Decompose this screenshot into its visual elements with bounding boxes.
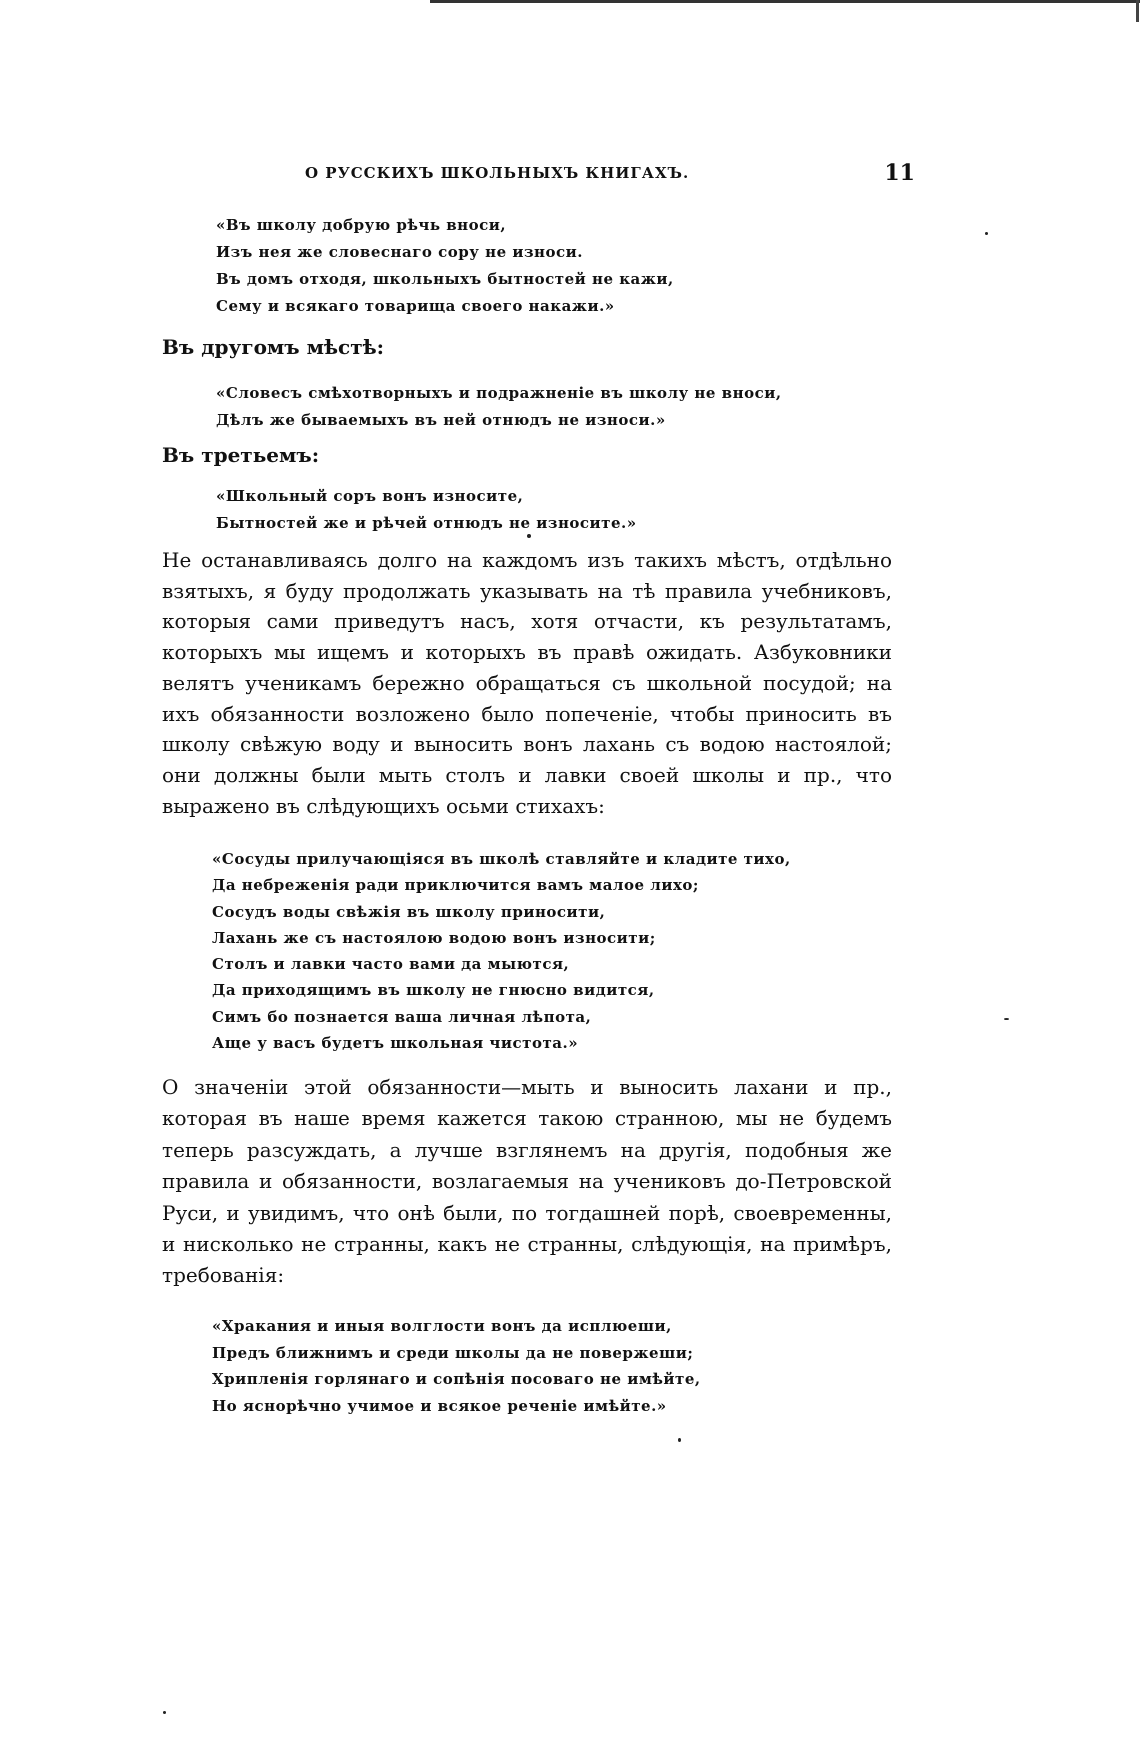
verse-line: «Сосуды прилучающіяся въ школѣ ставляйте и кладите тихо, — [212, 850, 791, 868]
print-speck — [1004, 1018, 1009, 1020]
print-speck — [527, 534, 531, 538]
verse-line: «Школьный соръ вонъ износите, — [216, 487, 524, 505]
verse-line: Да небреженія ради приключится вамъ малое лихо; — [212, 876, 699, 895]
page-number: 11 — [884, 160, 915, 186]
verse-line: «Въ школу добрую рѣчь вноси, — [216, 216, 507, 234]
scan-edge-top — [430, 0, 1140, 3]
verse-line: Лахань же съ настоялою водою вонъ износити; — [212, 928, 656, 947]
verse-quote-1 — [216, 212, 674, 320]
verse-quote-2 — [216, 380, 782, 434]
paragraph-1: Не останавливаясь долго на каждомъ изъ такихъ мѣстъ, отдѣльно взятыхъ, я буду продолжать указывать на тѣ правила учебниковъ, которыя сами приведутъ насъ, хотя отчасти, къ результатамъ, которыхъ мы ищемъ и которыхъ въ правѣ ожидать. Азбуковники велятъ ученикамъ бережно обращаться съ школьной посудой; на ихъ обязанности возложено было попеченіе, чтобы приносить въ школу свѣжую воду и выносить вонъ лахань съ водою настоялой; они должны были мыть столъ и лавки своей школы и пр., что выражено въ слѣдующихъ осьми стихахъ: — [162, 548, 892, 818]
scan-edge-right — [1136, 0, 1139, 22]
verse-quote-5 — [212, 1313, 701, 1419]
running-title: О РУССКИХЪ ШКОЛЬНЫХЪ КНИГАХЪ. — [305, 164, 690, 182]
paragraph-2: О значеніи этой обязанности—мыть и выносить лахани и пр., которая въ наше время кажется такою странною, мы не будемъ теперь разсуждать, а лучше взглянемъ на другія, подобныя же правила и обязанности, возлагаемыя на учениковъ до-Петровской Руси, и увидимъ, что онѣ были, по тогдашней порѣ, своевременны, и нисколько не странны, какъ не странны, слѣдующія, на примѣръ, требованія: — [162, 1075, 892, 1288]
verse-quote-3 — [216, 483, 637, 537]
verse-line: Но яснорѣчно учимое и всякое реченіе имѣйте.» — [212, 1396, 667, 1415]
intro-third: Въ третьемъ: — [162, 443, 320, 467]
print-speck — [985, 232, 988, 235]
verse-line: «Словесъ смѣхотворныхъ и подражненіе въ школу не вноси, — [216, 384, 782, 402]
verse-line: Дѣлъ же бываемыхъ въ ней отнюдъ не износи.» — [216, 411, 666, 429]
verse-line: Хрипленія горлянаго и сопѣнія посоваго не имѣйте, — [212, 1370, 701, 1388]
verse-line: Столъ и лавки часто вами да мыются, — [212, 955, 570, 974]
page-header — [305, 160, 915, 190]
verse-line: Изъ нея же словеснаго сору не износи. — [216, 243, 584, 261]
verse-line: Сосудъ воды свѣжія въ школу приносити, — [212, 902, 606, 921]
verse-quote-4 — [212, 846, 791, 1056]
verse-line: Да приходящимъ въ школу не гнюсно видится, — [212, 981, 655, 1000]
verse-line: Сему и всякаго товарища своего накажи.» — [216, 297, 615, 315]
verse-line: Симъ бо познается ваша личная лѣпота, — [212, 1007, 592, 1026]
verse-line: «Хракания и иныя волглости вонъ да исплюеши, — [212, 1317, 672, 1335]
print-speck — [678, 1438, 681, 1442]
verse-line: Предъ ближнимъ и среди школы да не повержеши; — [212, 1343, 694, 1362]
print-speck — [163, 1711, 166, 1714]
verse-line: Аще у васъ будетъ школьная чистота.» — [212, 1034, 579, 1053]
intro-another-place: Въ другомъ мѣстѣ: — [162, 335, 385, 359]
verse-line: Бытностей же и рѣчей отнюдъ не износите.» — [216, 514, 637, 532]
verse-line: Въ домъ отходя, школьныхъ бытностей не кажи, — [216, 270, 674, 288]
